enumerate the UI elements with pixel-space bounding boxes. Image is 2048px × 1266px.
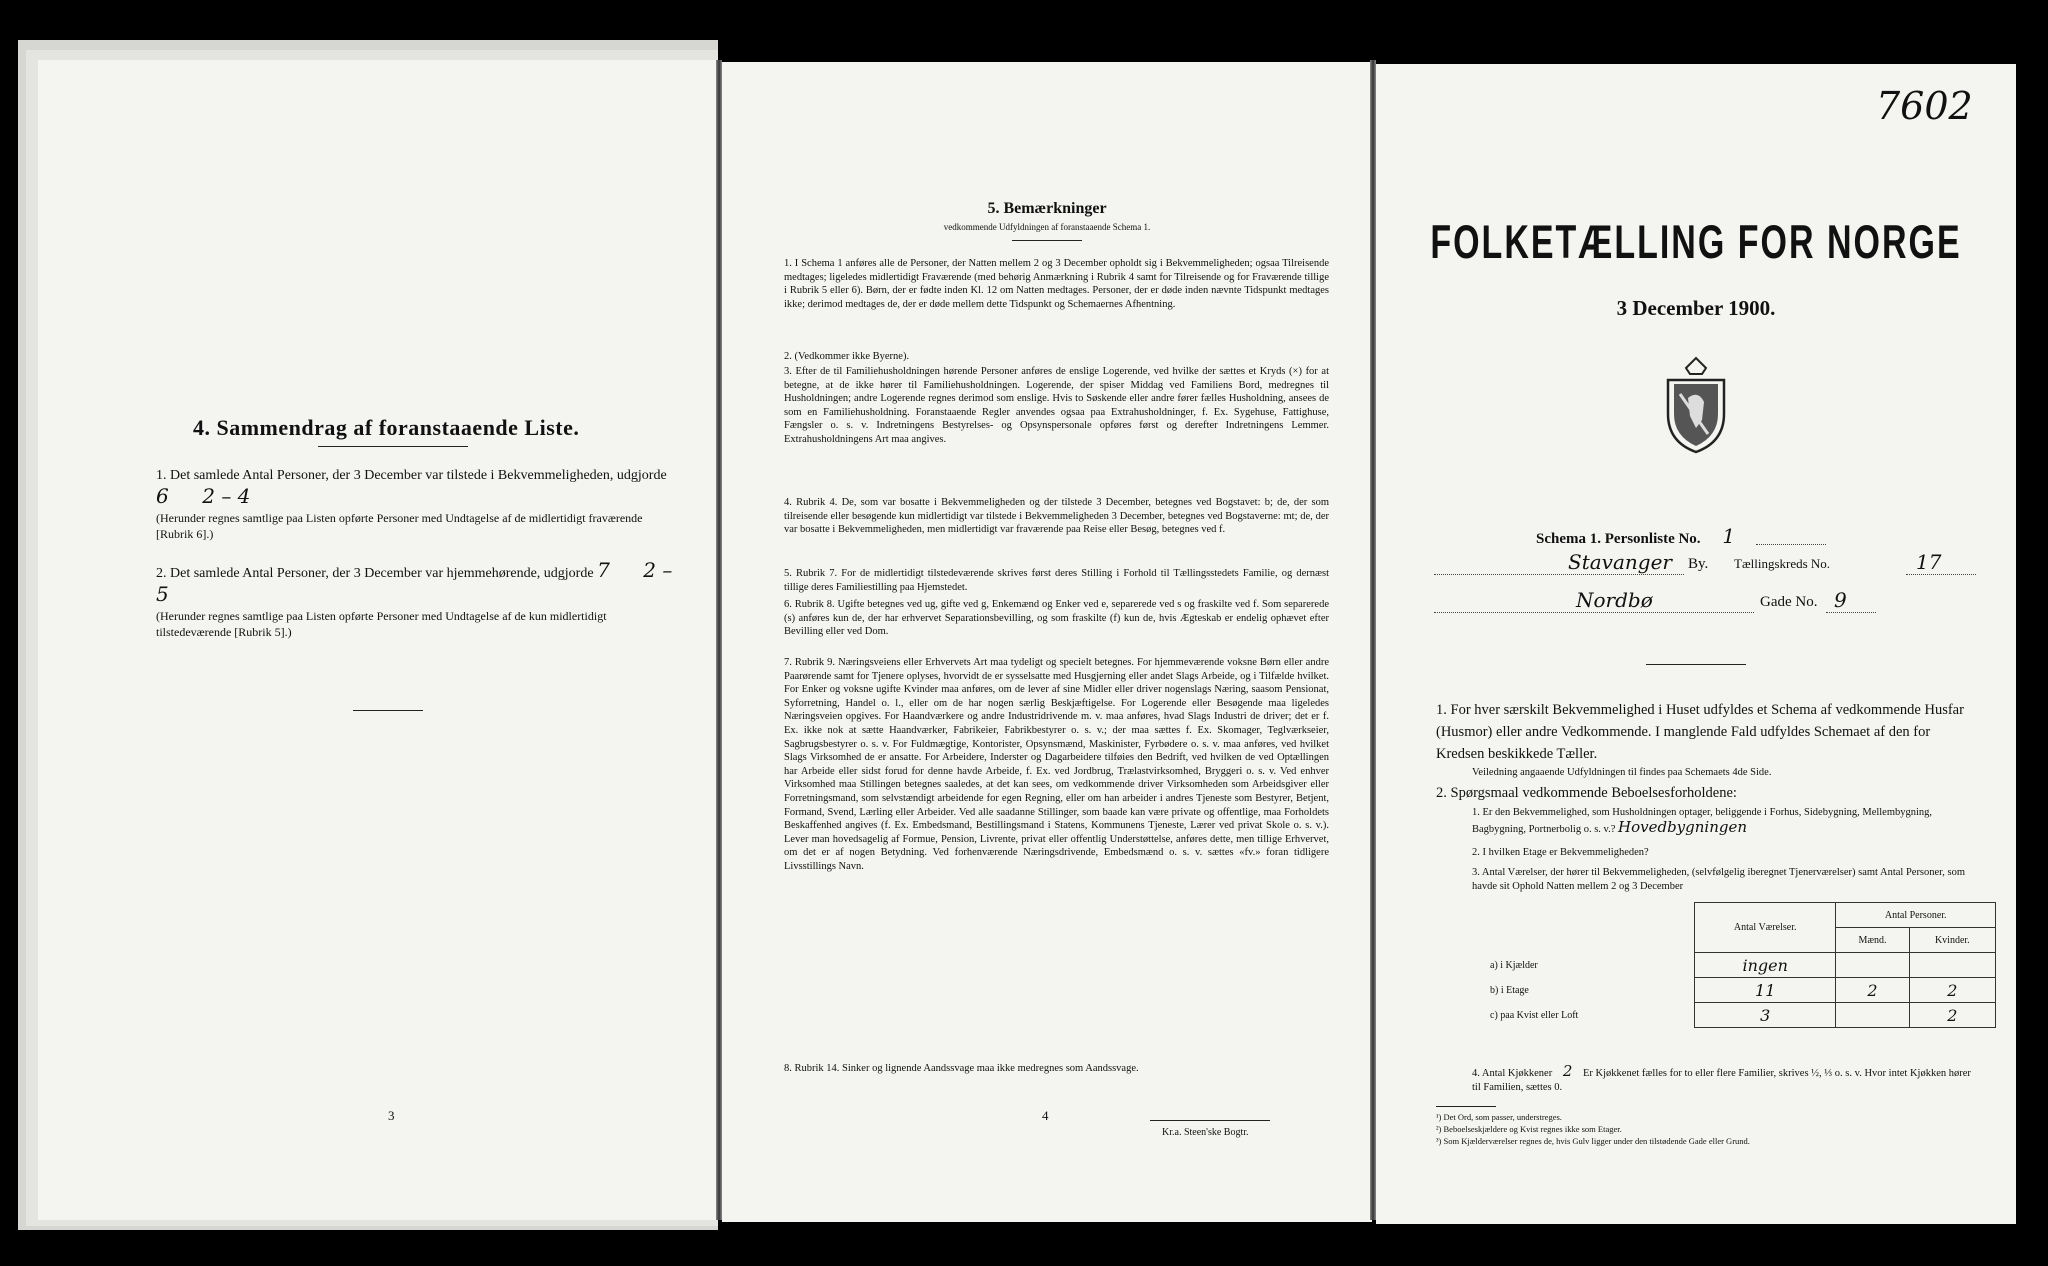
remarks-subheading: vedkommende Udfyldningen af foranstaaende Schema 1. <box>943 222 1151 232</box>
page-number-3: 3 <box>388 1108 395 1123</box>
cell-men <box>1836 953 1909 978</box>
footnote-rule <box>1436 1106 1496 1107</box>
footnote-1: ¹) Det Ord, som passer, understreges. <box>1436 1112 1562 1122</box>
street-number: 9 <box>1834 588 1847 612</box>
handwritten-split-resident: 2 – 5 <box>156 558 673 606</box>
remark-2: 2. (Vedkommer ikke Byerne). <box>784 351 910 362</box>
remark-3: 3. Efter de til Familiehusholdningen hørende Personer anføres de enslige Logerende, ved hvilke der sættes et Kryds (×) for at betegne, at de ikke hører til Familiehusholdningen. Logerende, der spiser Middag ved Familiens Bord, medregnes til Husholdningen; andre Logerende regnes derimod som enslige. Hvis to Søskende eller andre fører fælles Husholdning, ansees de som en Familiehusholdning. Foranstaaende Regler anvendes ogsaa paa Extrahusholdninger, f. Ex. Sygehuse, Fattighuse, Fængsler o. s. v. Indretningens Bestyrelses- og Opsynspersonale opføres først og derefter Indretningens Lemmer. Extrahusholdningens Art maa angives. <box>784 366 1329 445</box>
schema-line <box>1536 524 1735 548</box>
cell-men <box>1836 1003 1909 1028</box>
page-3-summary <box>38 60 718 1220</box>
norway-coat-of-arms-icon <box>1658 354 1734 454</box>
cell-rooms: 11 <box>1695 978 1836 1003</box>
col-persons-header: Antal Personer. <box>1836 903 1996 928</box>
heading-underline <box>318 446 468 447</box>
city-handwritten: Stavanger <box>1568 550 1672 574</box>
col-women-header: Kvinder. <box>1909 928 1995 953</box>
cover-page <box>1376 64 2016 1224</box>
cell-rooms: ingen <box>1695 953 1836 978</box>
footnote-3: ³) Som Kjælderværelser regnes de, hvis Gulv ligger under den tilstødende Gade eller Grund. <box>1436 1136 1750 1146</box>
row-label: b) i Etage <box>1490 984 1529 996</box>
summary-item-present-note: (Herunder regnes samtlige paa Listen opførte Personer med Undtagelse af de midlertidigt fraværende [Rubrik 6].) <box>156 511 643 541</box>
cover-instruction-1-note: Veiledning angaaende Udfyldningen til findes paa Schemaets 4de Side. <box>1472 767 1772 778</box>
row-label: a) i Kjælder <box>1490 959 1538 971</box>
col-rooms-header: Antal Værelser. <box>1695 903 1836 953</box>
street-label: Gade No. <box>1760 594 1818 610</box>
question-3: 3. Antal Værelser, der hører til Bekvemmeligheden, (selvfølgelig iberegnet Tjenerværelser) samt Antal Personer, som havde sit Ophold Natten mellem 2 og 3 December <box>1472 867 1966 892</box>
personliste-dotline <box>1756 544 1826 545</box>
question-1-text: 1. Er den Bekvemmelighed, som Husholdningen optager, beliggende i Forhus, Sidebygning, Mellembygning, Bagbygning, Portnerbolig o. s. v.? <box>1472 807 1933 835</box>
street-dotline <box>1434 612 1754 613</box>
remarks-rule <box>1012 240 1082 241</box>
printer-rule <box>1150 1120 1270 1121</box>
cover-section-rule <box>1646 664 1746 665</box>
question-4 <box>1472 1064 1972 1095</box>
remark-1: 1. I Schema 1 anføres alle de Personer, der Natten mellem 2 og 3 December opholdt sig i Bekvemmeligheden; ogsaa Tilreisende medtages; ligeledes midlertidigt Fraværende (med behørig Anmærkning i Rubrik 4 samt for Tilreisende og for Fraværende tillige i Rubrik 5 eller 6). Børn, der er fødte inden Kl. 12 om Natten medtages. Personer, der er døde inden nævnte Tidspunkt medtages ikke; derimod medtages de, der er døde mellem dette Tidspunkt og Schemaernes Afhentning. <box>784 258 1329 310</box>
summary-heading: 4. Sammendrag af foranstaaende Liste. <box>193 415 580 440</box>
cell-rooms: 3 <box>1695 1003 1836 1028</box>
page-4-remarks <box>722 62 1372 1222</box>
page-number-4: 4 <box>1042 1108 1049 1123</box>
archive-number-handwritten: 7602 <box>1876 84 1973 128</box>
handwritten-total-present: 6 <box>156 484 169 508</box>
district-dotline <box>1906 574 1976 575</box>
schema-label: Schema 1. Personliste No. <box>1536 531 1701 547</box>
section-divider <box>353 710 423 711</box>
remark-6: 6. Rubrik 8. Ugifte betegnes ved ug, gifte ved g, Enkemænd og Enker ved e, separerede ved s og fraskilte ved f. Som separerede (s) anføres kun de, der har erhvervet Separationsbevilling, og som fraskilte (f) kun de, hvis Ægteskab er endelig ophævet efter Bevilling eller ved Dom. <box>784 599 1329 638</box>
question-2: 2. I hvilken Etage er Bekvemmeligheden? <box>1472 847 1649 858</box>
cover-date: 3 December 1900. <box>1616 296 1776 320</box>
cell-women <box>1909 953 1995 978</box>
summary-item-resident <box>156 560 676 640</box>
table-row <box>1486 953 1996 978</box>
remark-7: 7. Rubrik 9. Næringsveiens eller Erhvervets Art maa tydeligt og specielt betegnes. For hjemmeværende voksne Børn eller andre Paarørende samt for Tjenere oplyses, hvorvidt de er sysselsatte med Husgjerning eller andet Slags Arbeide, og i Tilfælde hvilket. For Enker og voksne ugifte Kvinder maa anføres, om de lever af sine Midler eller driver nogenslags Næring, saasom Pensionat, Syforretning, Handel o. l., eller om de har nogen særlig Beskjæftigelse. For Logerende eller Besøgende maa ligeledes Næringsveien opgives. For Haandværkere og andre Industridrivende m. v. maa anføres, hvad Slags Industri de driver; det er f. Ex. ikke nok at sætte Haandværker, Fabrikeier, Fabrikbestyrer o. s. v.; der maa sættes f. Ex. Skomager, Teglværkseier, Sagbrugsbestyrer o. s. v. For Fuldmægtige, Kontorister, Opsynsmænd, Maskinister, Fyrbødere o. s. v. maa anføres, ved hvilket Slags Virksomhed de er ansatte. For Arbeidere, Inderster og Dagarbeidere tilføies den Bedrift, ved hvilken de ved Optællingen har Arbeide eller sidst forud for denne havde Arbeide, f. Ex. ved Jordbrug, Trælastvirksomhed, Bryggeri o. s. v. Ved enhver Virksomhed maa Stillingen betegnes saaledes, at det kan sees, om vedkommende driver Virksomheden som Arbeidsgiver eller Forretningsmand, som selvstændigt arbeidende for egen Regning, eller om han arbeider i andres Tjeneste som Bestyrer, Betjent, Formand, Svend, Lærling eller Arbeider. Ved alle saadanne Stillinger, som baade kan være private og offentlige, maa Forholdets Beskaffenhed angives (f. Ex. Embedsmand, Bestillingsmand i Statens, Kommunens Tjeneste, Lærer ved privat Skole o. s. v.). Lever man hovedsagelig af Formue, Pension, Livrente, privat eller offentlig Understøttelse, anføres dette, men tillige Erhvervet, om det er af nogen Betydning. Ved forhenværende Næringsdrivende, Embedsmænd o. s. v. sættes «fv.» foran tidligere Livsstillings Navn. <box>784 657 1329 872</box>
printer-imprint: Kr.a. Steen'ske Bogtr. <box>1162 1127 1249 1138</box>
col-men-header: Mænd. <box>1836 928 1909 953</box>
table-row <box>1486 1003 1996 1028</box>
streetno-dotline <box>1826 612 1876 613</box>
remark-8: 8. Rubrik 14. Sinker og lignende Aandssvage maa ikke medregnes som Aandssvage. <box>784 1063 1139 1074</box>
cover-instruction-1: 1. For hver særskilt Bekvemmelighed i Huset udfyldes et Schema af vedkommende Husfar (Husmor) eller andre Vedkommende. I manglende Fald udfyldes Schemaet af den for Kredsen beskikkede Tæller. <box>1436 702 1964 762</box>
cover-title: FOLKETÆLLING FOR NORGE <box>1430 216 1962 270</box>
handwritten-total-resident: 7 <box>597 558 610 582</box>
street-handwritten: Nordbø <box>1576 588 1653 612</box>
summary-item-resident-text: 2. Det samlede Antal Personer, der 3 December var hjemmehørende, udgjorde <box>156 566 594 581</box>
row-label: c) paa Kvist eller Loft <box>1490 1009 1579 1021</box>
footnote-2: ²) Beboelseskjældere og Kvist regnes ikke som Etager. <box>1436 1124 1622 1134</box>
city-dotline <box>1434 574 1684 575</box>
personliste-number: 1 <box>1722 524 1736 548</box>
handwritten-split-present: 2 – 4 <box>202 484 251 508</box>
summary-item-present <box>156 465 676 542</box>
cell-women: 2 <box>1909 978 1995 1003</box>
cell-men: 2 <box>1836 978 1909 1003</box>
occupancy-table <box>1486 902 1996 1028</box>
district-number: 17 <box>1916 550 1942 574</box>
district-label: Tællingskreds No. <box>1734 556 1831 571</box>
question-1 <box>1472 806 1972 837</box>
question-1-answer: Hovedbygningen <box>1618 818 1748 836</box>
question-4-prefix: 4. Antal Kjøkkener <box>1472 1068 1553 1079</box>
cover-instruction-2: 2. Spørgsmaal vedkommende Beboelsesforholdene: <box>1436 785 1737 801</box>
city-label: By. <box>1688 556 1709 572</box>
remark-4: 4. Rubrik 4. De, som var bosatte i Bekvemmeligheden og der tilstede 3 December, betegnes ved Bogstavet: b; de, der som tilreisende eller besøgende kun midlertidigt var tilstede i Bekvemmeligheden 3 December, betegnes ved Bogstaverne: mt; de, der var bosatte i Bekvemmeligheden, men midlertidigt var fraværende paa Reise eller Besøg, betegnes ved f. <box>784 497 1329 536</box>
question-4-rest: Er Kjøkkenet fælles for to eller flere Familier, skrives ½, ⅓ o. s. v. Hvor intet Kjøkken hører til Familien, sættes 0. <box>1472 1068 1971 1093</box>
remarks-heading: 5. Bemærkninger <box>987 200 1107 217</box>
remark-5: 5. Rubrik 7. For de midlertidigt tilstedeværende skrives først deres Stilling i Forhold til Tællingsstedets Familie, og dernæst tillige deres Familiestilling paa Hjemstedet. <box>784 568 1329 593</box>
cell-women: 2 <box>1909 1003 1995 1028</box>
summary-item-resident-note: (Herunder regnes samtlige paa Listen opførte Personer med Undtagelse af de kun midlertidigt tilstedeværende [Rubrik 5].) <box>156 609 607 639</box>
summary-item-present-text: 1. Det samlede Antal Personer, der 3 December var tilstede i Bekvemmeligheden, udgjorde <box>156 468 667 483</box>
question-4-kitchens: 2 <box>1562 1062 1573 1080</box>
table-row <box>1486 978 1996 1003</box>
